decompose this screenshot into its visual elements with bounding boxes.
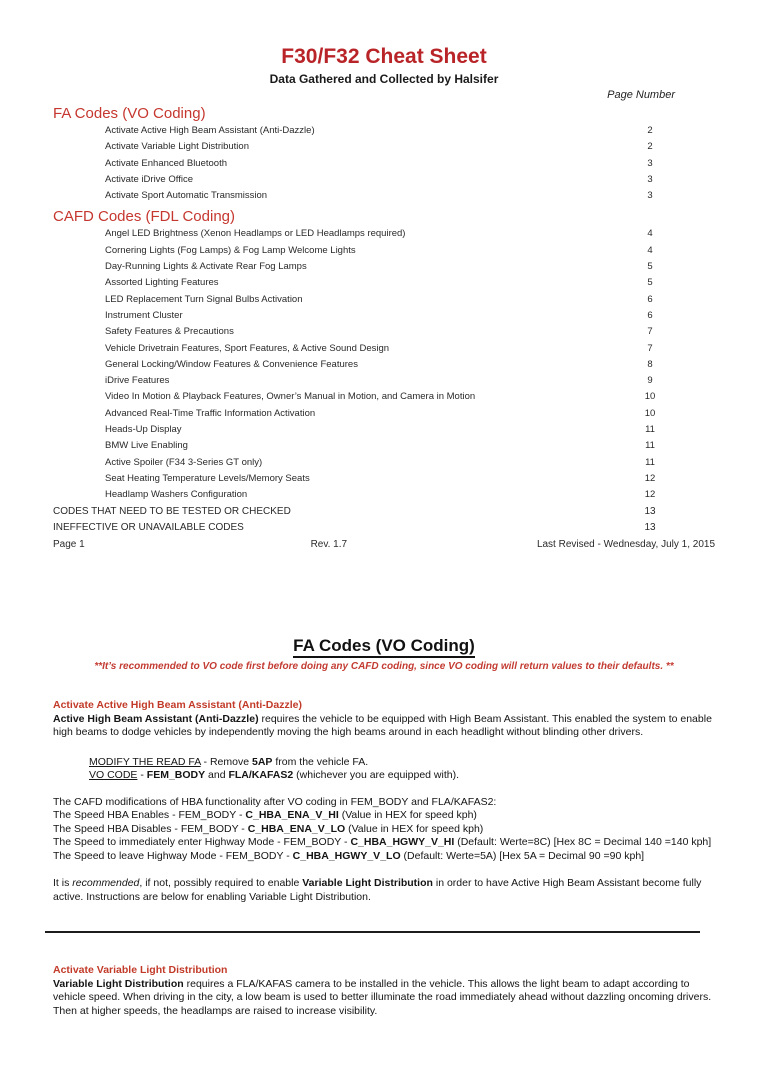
toc-row — [53, 341, 715, 357]
toc-item-page-number: 8 — [647, 358, 653, 370]
text-line — [53, 809, 715, 823]
toc-row — [53, 188, 715, 204]
toc-item-label: Headlamp Washers Configuration — [105, 489, 248, 501]
text-segment: MODIFY THE READ FA — [89, 755, 201, 768]
toc-row — [53, 471, 715, 487]
text-segment: (whichever you are equipped with). — [293, 769, 460, 782]
toc-item-label: Vehicle Drivetrain Features, Sport Features, & Active Sound Design — [105, 342, 390, 354]
toc-item-page-number: 2 — [647, 125, 653, 136]
text-segment: Variable Light Distribution — [53, 977, 184, 990]
document-title: F30/F32 Cheat Sheet — [281, 45, 487, 68]
toc-item-page-number: 9 — [647, 375, 653, 387]
content-page — [0, 635, 768, 1018]
text-segment: Active High Beam Assistant (Anti-Dazzle) — [53, 712, 259, 725]
vo-coding-note: **It’s recommended to VO code first before doing any CAFD coding, since VO coding will return values to their defaults. ** — [94, 661, 674, 673]
footer-last-revised-label: Last Revised - Wednesday, July 1, 2015 — [536, 539, 715, 551]
toc-item-page-number: 12 — [644, 489, 656, 501]
toc-item-page-number: 3 — [647, 190, 653, 202]
toc-row — [53, 292, 715, 308]
toc-section — [53, 104, 715, 204]
toc-page — [0, 45, 768, 551]
toc-row — [53, 438, 715, 454]
table-of-contents — [53, 104, 715, 504]
toc-row — [53, 275, 715, 291]
toc-item-label: Video In Motion & Playback Features, Owner’s Manual in Motion, and Camera in Motion — [105, 391, 476, 403]
toc-item-page-number: 13 — [644, 521, 656, 533]
toc-section-heading: CAFD Codes (FDL Coding) — [53, 208, 235, 226]
text-segment: The Speed HBA Enables - FEM_BODY - — [53, 809, 246, 822]
page-footer — [53, 538, 715, 551]
toc-item-page-number: 11 — [645, 424, 655, 436]
text-segment: 5AP — [252, 755, 273, 768]
toc-row — [53, 520, 715, 536]
toc-row — [53, 357, 715, 373]
text-segment: The Speed HBA Disables - FEM_BODY - — [53, 822, 248, 835]
cafd-modifications-block — [53, 796, 715, 864]
text-segment: Variable Light Distribution — [302, 877, 433, 890]
document-subtitle: Data Gathered and Collected by Halsifer — [269, 72, 499, 86]
text-line — [53, 850, 715, 864]
footer-page-label: Page 1 — [53, 539, 85, 551]
text-segment: requires a FLA/KAFAS camera to be installed in the vehicle. This allows the light beam to adapt according to vehicle speed. When driving in the city, a low beam is used to better illuminate the road immediately ahead without dazzling oncoming drivers. Then at higher speeds, the headlamps are raised to increase visibility. — [53, 977, 712, 1017]
toc-item-label: iDrive Features — [105, 375, 170, 387]
toc-item-label: CODES THAT NEED TO BE TESTED OR CHECKED — [53, 505, 291, 517]
toc-row — [53, 324, 715, 340]
toc-item-label: Activate Sport Automatic Transmission — [105, 190, 268, 202]
toc-item-page-number: 13 — [644, 505, 656, 517]
heading-activate-variable-light-distribution: Activate Variable Light Distribution — [53, 964, 228, 977]
text-segment: - — [137, 769, 147, 782]
recommendation-paragraph — [53, 877, 715, 904]
text-segment: The CAFD modifications of HBA functionality after VO coding in FEM_BODY and FLA/KAFAS2: — [53, 795, 497, 808]
toc-item-page-number: 10 — [644, 407, 656, 419]
text-segment: C_HBA_ENA_V_HI — [245, 809, 339, 822]
toc-row — [53, 259, 715, 275]
variable-light-intro-paragraph — [53, 978, 715, 1019]
toc-row — [53, 243, 715, 259]
text-segment: and — [205, 769, 229, 782]
text-segment: in order to have Active High Beam Assistant become fully active. Instructions are below for enabling Variable Light Distribution. — [53, 877, 702, 903]
toc-row — [53, 455, 715, 471]
text-segment: (Value in HEX for speed kph) — [338, 809, 477, 822]
high-beam-intro-paragraph — [53, 713, 715, 740]
toc-rows — [53, 226, 715, 503]
section-title — [53, 635, 715, 656]
text-segment: VO CODE — [89, 769, 138, 782]
toc-item-label: Instrument Cluster — [105, 309, 183, 321]
toc-flat-entries — [53, 504, 715, 537]
text-segment: It is — [53, 877, 73, 890]
toc-item-page-number: 4 — [647, 228, 653, 240]
text-segment: requires the vehicle to be equipped with High Beam Assistant. This enabled the system to enable high beams to dodge vehicles by independently moving the high beams around in each headlight without blinding other drivers. — [53, 712, 712, 739]
text-segment: FEM_BODY — [146, 769, 206, 782]
toc-row — [53, 123, 715, 139]
toc-item-label: Activate iDrive Office — [105, 173, 193, 185]
toc-item-label: Seat Heating Temperature Levels/Memory Seats — [105, 472, 310, 484]
toc-item-label: INEFFECTIVE OR UNAVAILABLE CODES — [53, 521, 244, 533]
toc-row — [53, 406, 715, 422]
toc-item-page-number: 12 — [644, 472, 656, 484]
toc-item-page-number: 7 — [647, 326, 653, 338]
toc-section-heading: FA Codes (VO Coding) — [53, 105, 206, 122]
text-segment: (Value in HEX for speed kph) — [345, 822, 484, 835]
toc-item-label: Active Spoiler (F34 3-Series GT only) — [105, 456, 263, 468]
toc-row — [53, 226, 715, 242]
toc-item-page-number: 4 — [647, 244, 653, 256]
text-line — [53, 836, 715, 850]
toc-item-label: Activate Enhanced Bluetooth — [105, 157, 228, 169]
toc-row — [53, 139, 715, 155]
toc-row — [53, 308, 715, 324]
toc-row — [53, 373, 715, 389]
toc-item-label: General Locking/Window Features & Convenience Features — [105, 358, 358, 370]
text-segment: FLA/KAFAS2 — [228, 769, 294, 782]
toc-item-page-number: 5 — [647, 277, 653, 289]
toc-item-page-number: 7 — [647, 342, 653, 354]
text-segment: The Speed to leave Highway Mode - FEM_BODY - — [53, 849, 293, 862]
text-line — [53, 796, 715, 810]
toc-row — [53, 422, 715, 438]
toc-item-label: Day-Running Lights & Activate Rear Fog Lamps — [105, 261, 307, 273]
text-segment: (Default: Werte=8C) [Hex 8C = Decimal 140 =140 kph] — [454, 836, 712, 849]
toc-rows — [53, 123, 715, 204]
text-segment: C_HBA_HGWY_V_LO — [292, 849, 401, 862]
toc-item-page-number: 6 — [647, 309, 653, 321]
toc-item-page-number: 2 — [647, 141, 653, 153]
toc-item-label: Assorted Lighting Features — [105, 277, 219, 289]
toc-item-label: Cornering Lights (Fog Lamps) & Fog Lamp Welcome Lights — [105, 244, 356, 256]
heading-activate-high-beam-assistant: Activate Active High Beam Assistant (Anti-Dazzle) — [53, 699, 302, 712]
text-segment: from the vehicle FA. — [272, 755, 369, 768]
toc-row — [53, 389, 715, 405]
text-segment: C_HBA_HGWY_V_HI — [350, 836, 455, 849]
toc-item-label: Heads-Up Display — [105, 424, 182, 436]
toc-item-label: Angel LED Brightness (Xenon Headlamps or LED Headlamps required) — [105, 228, 406, 240]
toc-item-label: LED Replacement Turn Signal Bulbs Activation — [105, 293, 303, 305]
toc-row — [53, 172, 715, 188]
toc-item-label: Safety Features & Precautions — [105, 326, 234, 338]
text-segment: , if not, possibly required to enable — [139, 877, 303, 890]
footer-revision-label: Rev. 1.7 — [310, 539, 348, 551]
modify-read-fa-line — [89, 756, 715, 770]
toc-item-page-number: 11 — [645, 440, 655, 452]
toc-row — [53, 487, 715, 503]
toc-item-page-number: 10 — [644, 391, 656, 403]
section-title-text: FA Codes (VO Coding) — [293, 636, 475, 658]
vo-code-line — [89, 769, 715, 783]
text-segment: C_HBA_ENA_V_LO — [247, 822, 346, 835]
text-segment: recommended — [72, 877, 140, 890]
toc-section — [53, 207, 715, 503]
text-line — [53, 823, 715, 837]
toc-item-page-number: 3 — [647, 173, 653, 185]
text-segment: (Default: Werte=5A) [Hex 5A = Decimal 90 =90 kph] — [400, 849, 645, 862]
page-number-column-label: Page Number — [607, 89, 675, 101]
toc-item-label: BMW Live Enabling — [105, 440, 188, 452]
toc-item-page-number: 11 — [645, 456, 655, 468]
toc-item-page-number: 6 — [647, 293, 653, 305]
text-segment: - Remove — [200, 755, 252, 768]
toc-item-page-number: 3 — [647, 157, 653, 169]
toc-row — [53, 156, 715, 172]
section-divider — [45, 931, 700, 933]
toc-item-label: Advanced Real-Time Traffic Information Activation — [105, 407, 316, 419]
toc-item-page-number: 5 — [647, 261, 653, 273]
toc-row — [53, 504, 715, 520]
toc-item-label: Activate Variable Light Distribution — [105, 141, 249, 153]
text-segment: The Speed to immediately enter Highway Mode - FEM_BODY - — [53, 836, 351, 849]
toc-item-label: Activate Active High Beam Assistant (Anti-Dazzle) — [105, 125, 315, 136]
